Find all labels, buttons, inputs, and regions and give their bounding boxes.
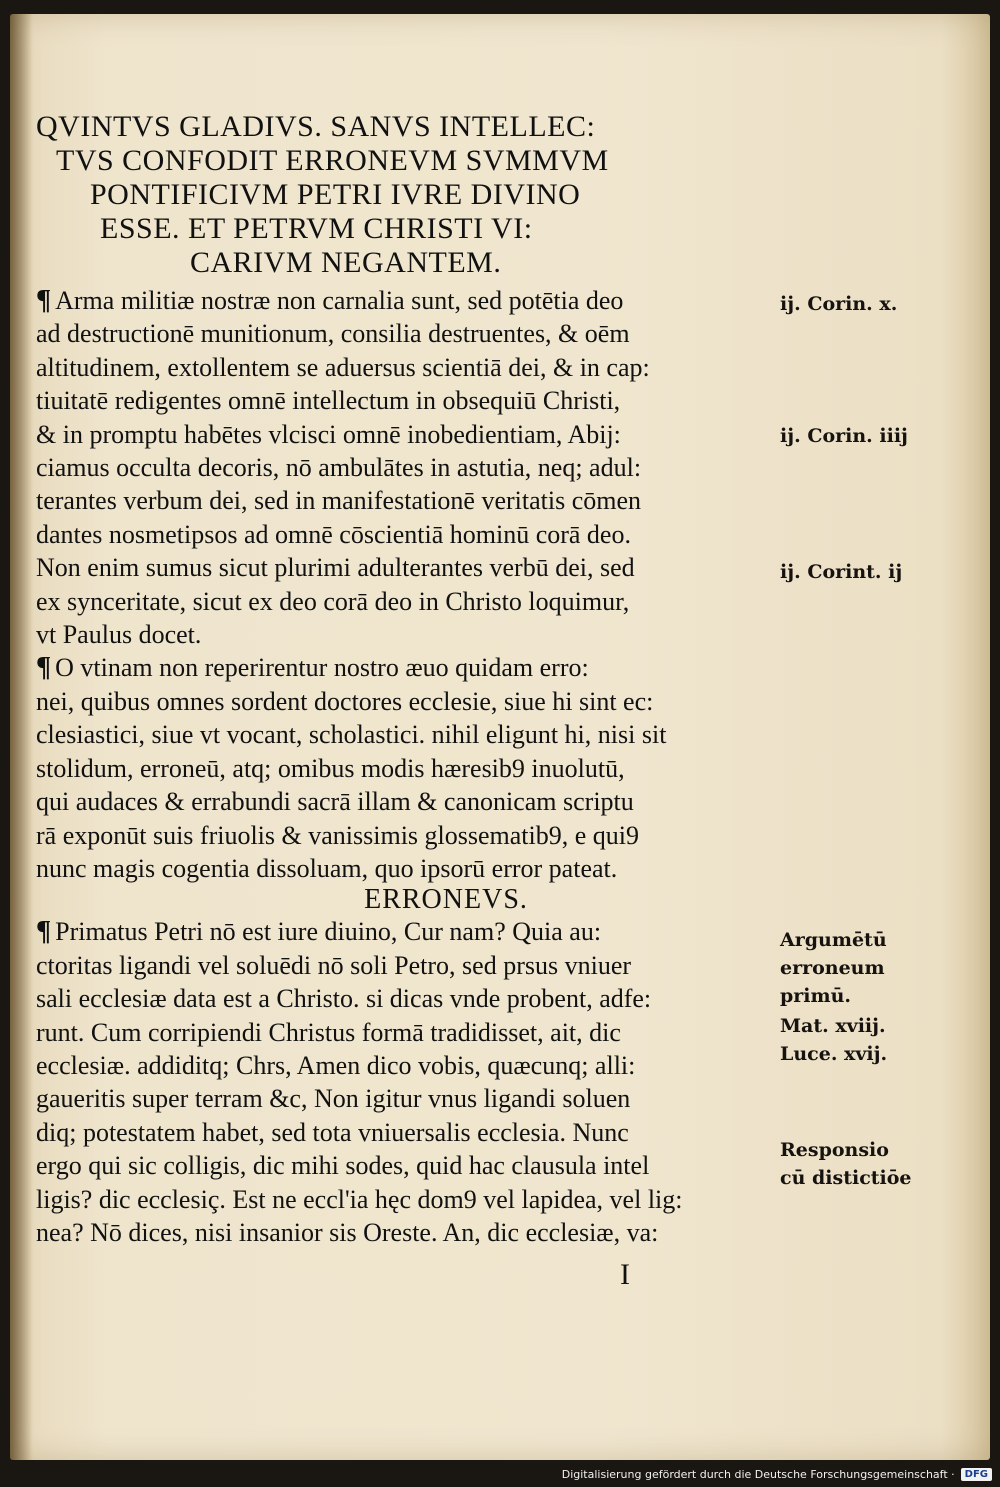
text-line: terantes verbum dei, sed in manifestationē veritatis cōmen [36,486,642,516]
funding-footer [562,1468,992,1481]
text-line: qui audaces & errabundi sacrā illam & canonicam scriptu [36,787,634,817]
text-line: diq; potestatem habet, sed tota vniuersalis ecclesia. Nunc [36,1117,629,1147]
text-line: ergo qui sic colligis, dic mihi sodes, quid hac clausula intel [36,1151,650,1181]
line-text: Primatus Petri nō est iure diuino, Cur nam? Quia au: [55,917,602,947]
gutter-shadow [10,14,32,1460]
text-block [36,110,796,1249]
text-line: ad destructionē munitionum, consilia destruentes, & oēm [36,319,630,349]
marginal-note: ij. Corint. ij [780,561,903,583]
marginal-note: Responsio [780,1139,889,1161]
marginal-note: ij. Corin. x. [780,293,898,315]
paragraph-mark-icon: ¶ [36,652,52,684]
text-line [36,651,796,684]
heading-line: CARIVM NEGANTEM. [190,246,502,279]
text-line: nunc magis cogentia dissoluam, quo ipsorū error pateat. [36,853,618,883]
text-line: rā exponūt suis friuolis & vanissimis glossematib9, e qui9 [36,820,640,850]
section-title: ERRONEVS. [364,884,528,916]
text-line: gaueritis super terram &c, Non igitur vnus ligandi soluen [36,1084,631,1114]
paragraph-mark-icon: ¶ [36,285,52,316]
heading-line: QVINTVS GLADIVS. SANVS INTELLEC: [36,110,596,143]
marginal-note: erroneum [780,957,885,979]
text-line: stolidum, erroneū, atq; omibus modis hæresib9 inuolutū, [36,753,625,783]
line-text: Arma militiæ nostræ non carnalia sunt, sed potētia deo [55,286,624,315]
text-line: & in promptu habētes vlcisci omnē inobedientiam, Abij: [36,419,621,449]
text-line: vt Paulus docet. [36,620,202,650]
marginal-note: Luce. xvij. [780,1043,888,1065]
text-line: clesiastici, siue vt vocant, scholastici. nihil eligunt hi, nisi sit [36,720,667,750]
text-line: altitudinem, extollentem se aduersus scientiā dei, & in cap: [36,352,650,382]
heading-line: TVS CONFODIT ERRONEVM SVMMVM [56,144,609,177]
marginal-note: Mat. xviij. [780,1015,886,1037]
chapter-heading [36,110,796,280]
text-line: dantes nosmetipsos ad omnē cōscientiā hominū corā deo. [36,519,631,549]
text-line: ciamus occulta decoris, nō ambulātes in astutia, neq; adul: [36,453,642,483]
marginal-note: ij. Corin. iiij [780,425,908,447]
text-line: ctoritas ligandi vel soluēdi nō soli Petro, sed prsus vniuer [36,950,632,980]
text-line [36,284,796,317]
paragraph-1 [36,284,796,651]
text-line: Non enim sumus sicut plurimi adulterantes verbū dei, sed [36,553,635,583]
marginal-note: primū. [780,985,852,1007]
text-line: ecclesiæ. addiditq; Chrs, Amen dico vobis, quæcunq; alli: [36,1050,636,1080]
signature-mark: I [620,1258,630,1291]
funding-text: Digitalisierung gefördert durch die Deutsche Forschungsgemeinschaft · [561,1468,955,1481]
paragraph-mark-icon: ¶ [36,916,52,948]
text-line: sali ecclesiæ data est a Christo. si dicas vnde probent, adfe: [36,984,652,1014]
marginal-note: Argumētū [780,929,887,951]
paragraph-2 [36,651,796,885]
text-line: nea? Nō dices, nisi insanior sis Oreste. An, dic ecclesiæ, va: [36,1217,659,1247]
text-line: tiuitatē redigentes omnē intellectum in obsequiū Christi, [36,386,621,416]
text-line: nei, quibus omnes sordent doctores ecclesie, siue hi sint ec: [36,686,654,716]
line-text: O vtinam non reperirentur nostro æuo quidam erro: [55,653,589,683]
text-line: runt. Cum corripiendi Christus formā tradidisset, ait, dic [36,1017,621,1047]
text-line [36,915,796,948]
text-line: ex synceritate, sicut ex deo corā deo in Christo loquimur, [36,586,630,616]
dfg-logo-icon[interactable]: DFG [961,1468,992,1481]
text-line: ligis? dic ecclesiç. Est ne eccl'ia hęc dom9 vel lapidea, vel lig: [36,1184,683,1214]
heading-line: ESSE. ET PETRVM CHRISTI VI: [100,212,533,245]
marginal-note: cū distictiōe [780,1167,912,1189]
paragraph-3 [36,915,796,1249]
heading-line: PONTIFICIVM PETRI IVRE DIVINO [90,178,581,211]
